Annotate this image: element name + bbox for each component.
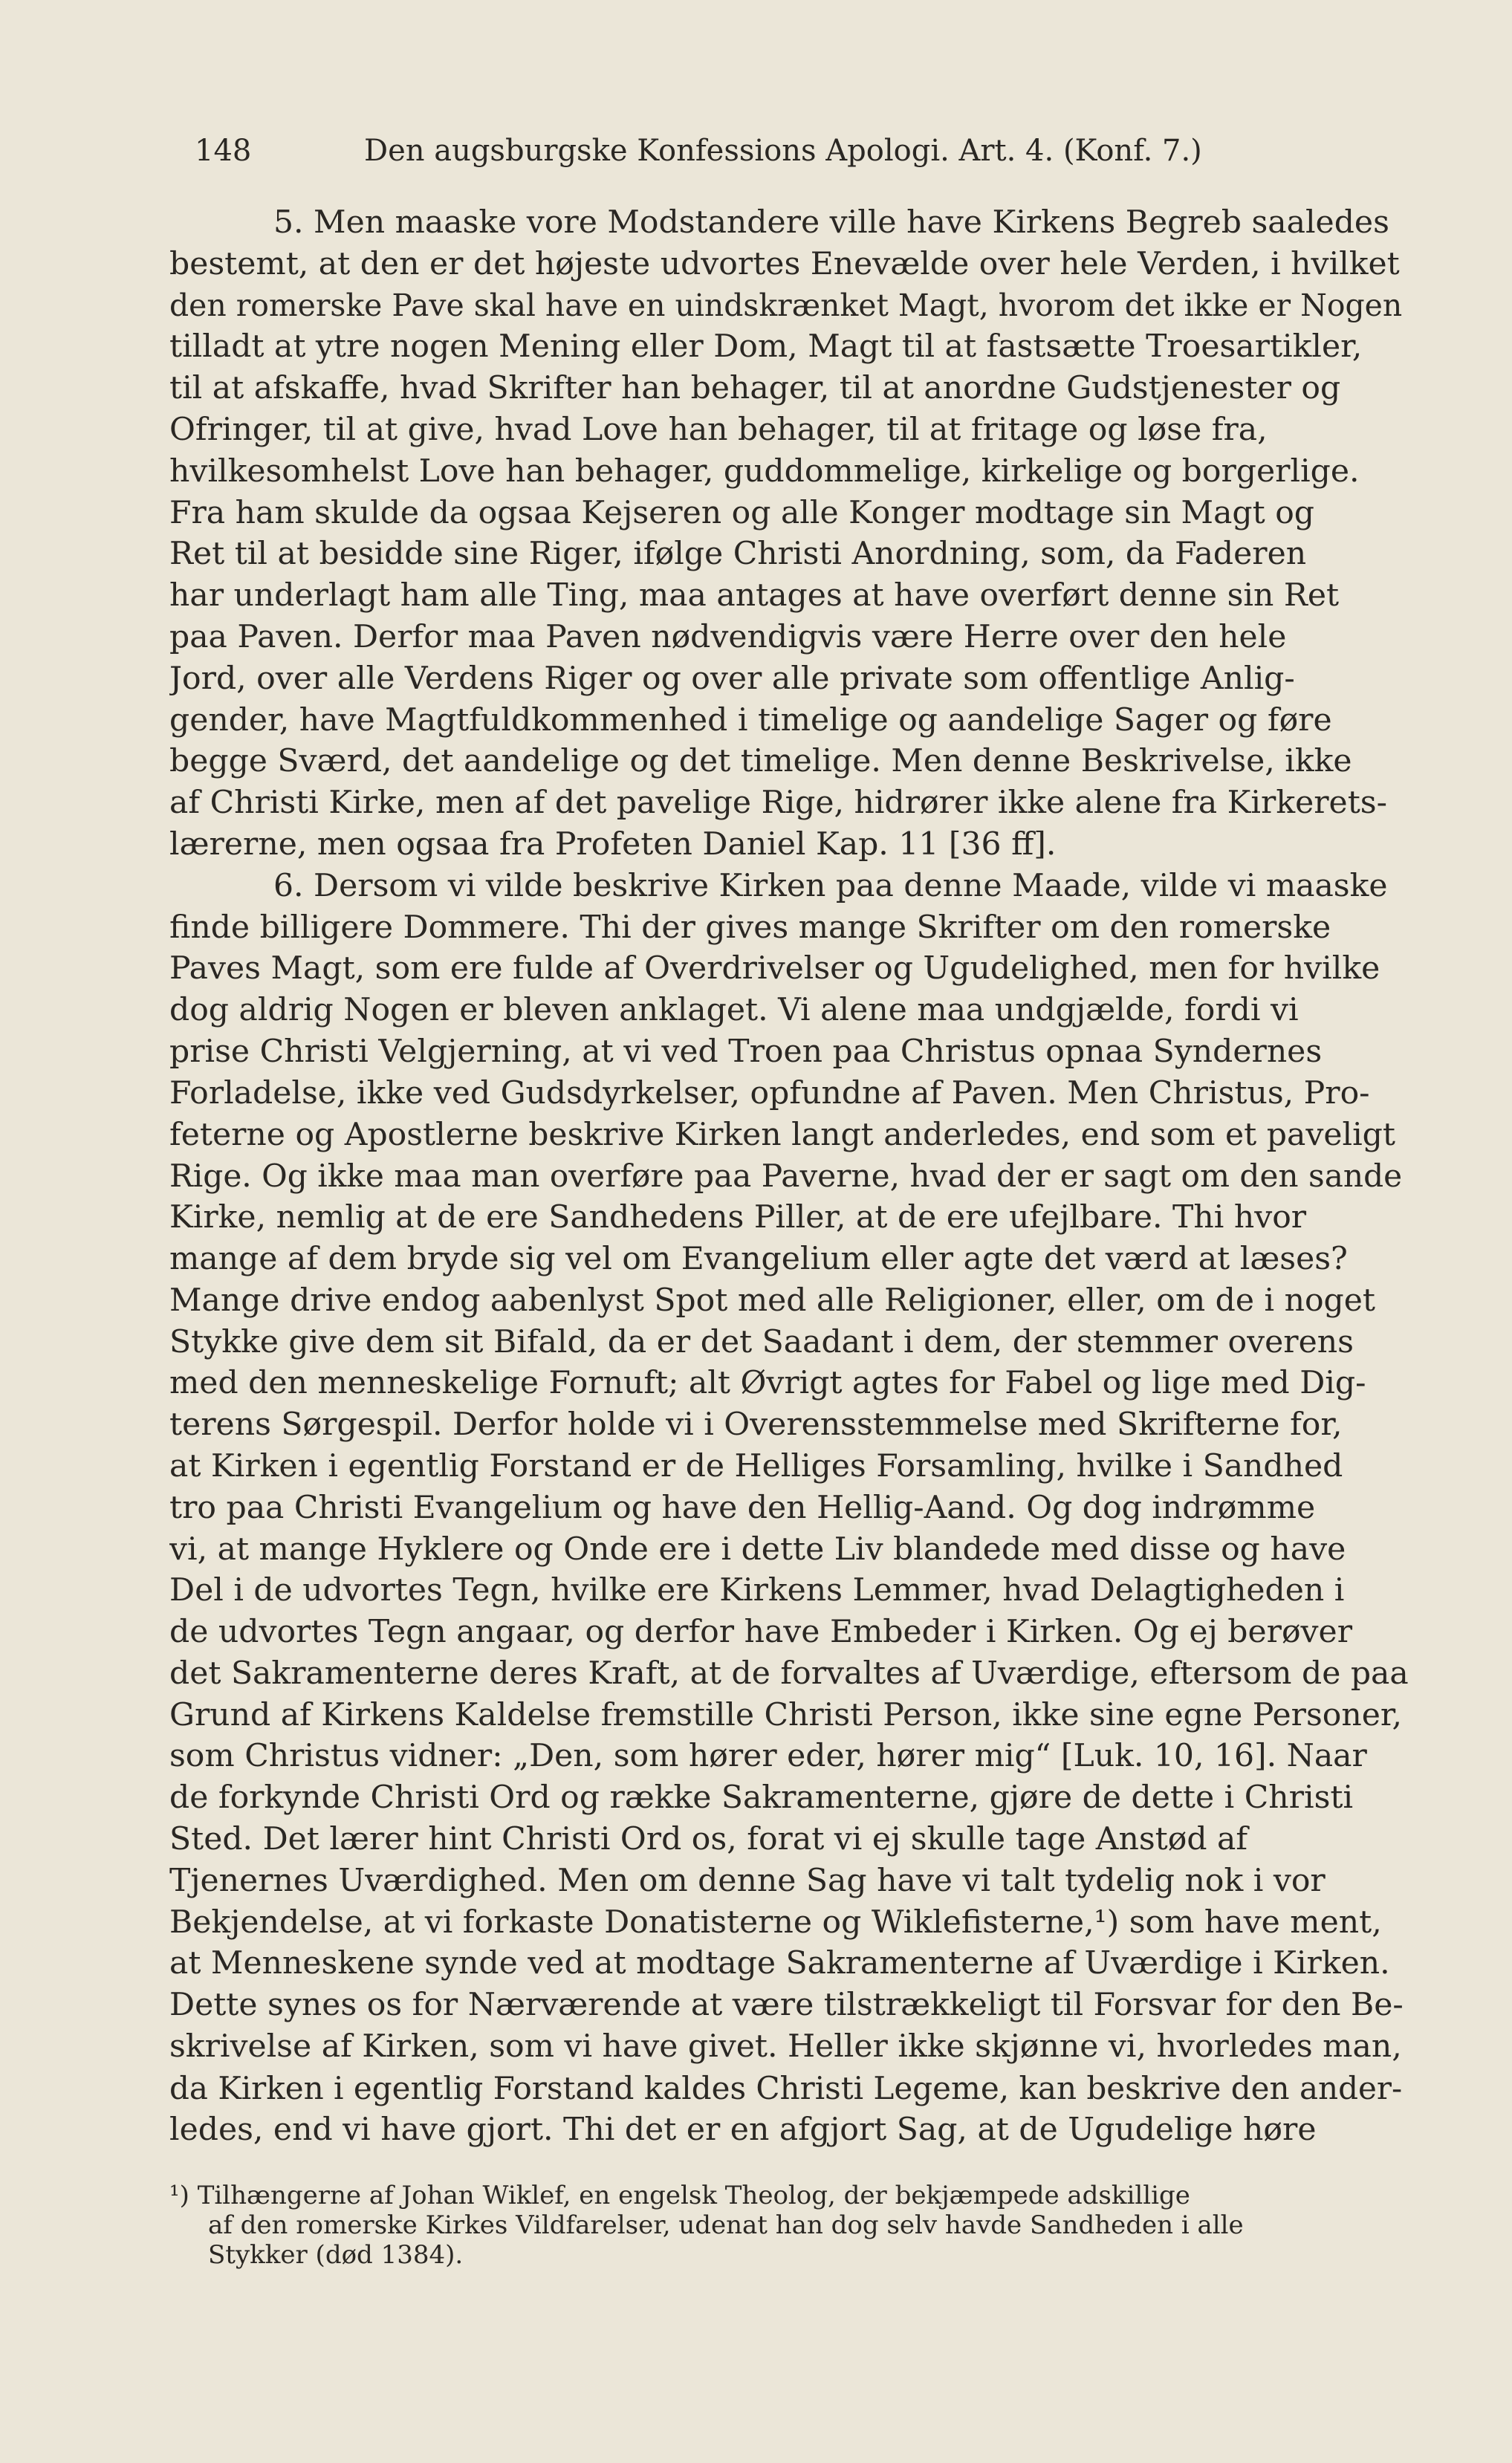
text-line: bestemt, at den er det højeste udvortes Enevælde over hele Verden, i hvilket — [169, 245, 1400, 282]
text-line: tro paa Christi Evangelium og have den Hellig-Aand. Og dog indrømme — [169, 1489, 1316, 1526]
text-line: ledes, end vi have gjort. Thi det er en afgjort Sag, at de Ugudelige høre — [169, 2111, 1317, 2148]
text-line: Mange drive endog aabenlyst Spot med alle Religioner, eller, om de i noget — [169, 1282, 1375, 1319]
text-line: de udvortes Tegn angaar, og derfor have Embeder i Kirken. Og ej berøver — [169, 1614, 1353, 1651]
text-line: Del i de udvortes Tegn, hvilke ere Kirkens Lemmer, hvad Delagtigheden i — [169, 1572, 1345, 1609]
page-number: 148 — [195, 134, 252, 168]
text-line: Jord, over alle Verdens Riger og over alle private som offentlige Anlig- — [169, 660, 1295, 697]
text-line: paa Paven. Derfor maa Paven nødvendigvis være Herre over den hele — [169, 618, 1287, 655]
text-line: Dette synes os for Nærværende at være tilstrækkeligt til Forsvar for den Be- — [169, 1987, 1404, 2024]
text-line: de forkynde Christi Ord og række Sakramenterne, gjøre de dette i Christi — [169, 1779, 1354, 1817]
text-line: at Kirken i egentlig Forstand er de Helliges Forsamling, hvilke i Sandhed — [169, 1447, 1343, 1484]
text-line: Tjenernes Uværdighed. Men om denne Sag have vi talt tydelig nok i vor — [169, 1862, 1326, 1899]
text-line: gender, have Magtfuldkommenhed i timelige og aandelige Sager og føre — [169, 701, 1332, 739]
text-line: feterne og Apostlerne beskrive Kirken langt anderledes, end som et paveligt — [169, 1116, 1395, 1153]
text-line: prise Christi Velgjerning, at vi ved Troen paa Christus opnaa Syndernes — [169, 1033, 1323, 1070]
text-line: at Menneskene synde ved at modtage Sakramenterne af Uværdige i Kirken. — [169, 1945, 1390, 1982]
text-line: da Kirken i egentlig Forstand kaldes Christi Legeme, kan beskrive den ander- — [169, 2069, 1403, 2106]
text-line: har underlagt ham alle Ting, maa antages at have overført denne sin Ret — [169, 577, 1340, 614]
page-header — [195, 125, 1294, 177]
text-line: Ret til at besidde sine Riger, ifølge Christi Anordning, som, da Faderen — [169, 536, 1307, 573]
footnotes — [169, 2181, 1409, 2270]
text-line: det Sakramenterne deres Kraft, at de forvaltes af Uværdige, eftersom de paa — [169, 1655, 1409, 1692]
text-line: Sted. Det lærer hint Christi Ord os, forat vi ej skulle tage Anstød af — [169, 1821, 1248, 1858]
text-line: Ofringer, til at give, hvad Love han behager, til at fritage og løse fra, — [169, 411, 1268, 448]
text-line: 6. Dersom vi vilde beskrive Kirken paa denne Maade, vilde vi maaske — [273, 867, 1388, 904]
text-line: Forladelse, ikke ved Gudsdyrkelser, opfundne af Paven. Men Christus, Pro- — [169, 1074, 1370, 1112]
text-line: Kirke, nemlig at de ere Sandhedens Piller, at de ere ufejlbare. Thi hvor — [169, 1199, 1307, 1236]
text-line: begge Sværd, det aandelige og det timelige. Men denne Beskrivelse, ikke — [169, 743, 1352, 780]
text-line: Bekjendelse, at vi forkaste Donatisterne og Wiklefisterne,¹) som have ment, — [169, 1904, 1382, 1941]
text-line: med den menneskelige Fornuft; alt Øvrigt agtes for Fabel og lige med Dig- — [169, 1365, 1366, 1402]
text-line: Grund af Kirkens Kaldelse fremstille Christi Person, ikke sine egne Personer, — [169, 1696, 1403, 1733]
footnote-line: Stykker (død 1384). — [208, 2240, 464, 2270]
main-text — [169, 202, 1409, 2150]
footnote-line: af den romerske Kirkes Vildfarelser, udenat han dog selv havde Sandheden i alle — [208, 2210, 1244, 2240]
text-line: som Christus vidner: „Den, som hører eder, hører mig“ [Luk. 10, 16]. Naar — [169, 1738, 1367, 1775]
text-line: til at afskaffe, hvad Skrifter han behager, til at anordne Gudstjenester og — [169, 370, 1341, 407]
text-line: af Christi Kirke, men af det pavelige Rige, hidrører ikke alene fra Kirkerets- — [169, 785, 1387, 822]
running-title: Den augsburgske Konfessions Apologi. Art. 4. (Konf. 7.) — [364, 134, 1202, 168]
text-line: Paves Magt, som ere fulde af Overdrivelser og Ugudelighed, men for hvilke — [169, 950, 1380, 987]
footnote-line: ¹) Tilhængerne af Johan Wiklef, en engelsk Theolog, der bekjæmpede adskillige — [169, 2181, 1190, 2210]
text-line: 5. Men maaske vore Modstandere ville have Kirkens Begreb saaledes — [273, 204, 1389, 241]
text-line: Fra ham skulde da ogsaa Kejseren og alle Konger modtage sin Magt og — [169, 494, 1314, 531]
text-line: den romerske Pave skal have en uindskrænket Magt, hvorom det ikke er Nogen — [169, 287, 1403, 323]
text-line: mange af dem bryde sig vel om Evangelium eller agte det værd at læses? — [169, 1240, 1348, 1277]
text-line: dog aldrig Nogen er bleven anklaget. Vi alene maa undgjælde, fordi vi — [169, 992, 1299, 1029]
text-line: vi, at mange Hyklere og Onde ere i dette Liv blandede med disse og have — [169, 1531, 1346, 1568]
text-line: hvilkesomhelst Love han behager, guddommelige, kirkelige og borgerlige. — [169, 452, 1360, 490]
text-line: tilladt at ytre nogen Mening eller Dom, Magt til at fastsætte Troesartikler, — [169, 328, 1363, 366]
text-line: Stykke give dem sit Bifald, da er det Saadant i dem, der stemmer overens — [169, 1323, 1354, 1360]
text-line: terens Sørgespil. Derfor holde vi i Overensstemmelse med Skrifterne for, — [169, 1406, 1343, 1444]
text-line: lærerne, men ogsaa fra Profeten Daniel Kap. 11 [36 ff]. — [169, 825, 1057, 863]
text-line: Rige. Og ikke maa man overføre paa Paverne, hvad der er sagt om den sande — [169, 1158, 1403, 1195]
text-line: skrivelse af Kirken, som vi have givet. Heller ikke skjønne vi, hvorledes man, — [169, 2028, 1402, 2066]
text-line: finde billigere Dommere. Thi der gives mange Skrifter om den romerske — [169, 909, 1331, 946]
